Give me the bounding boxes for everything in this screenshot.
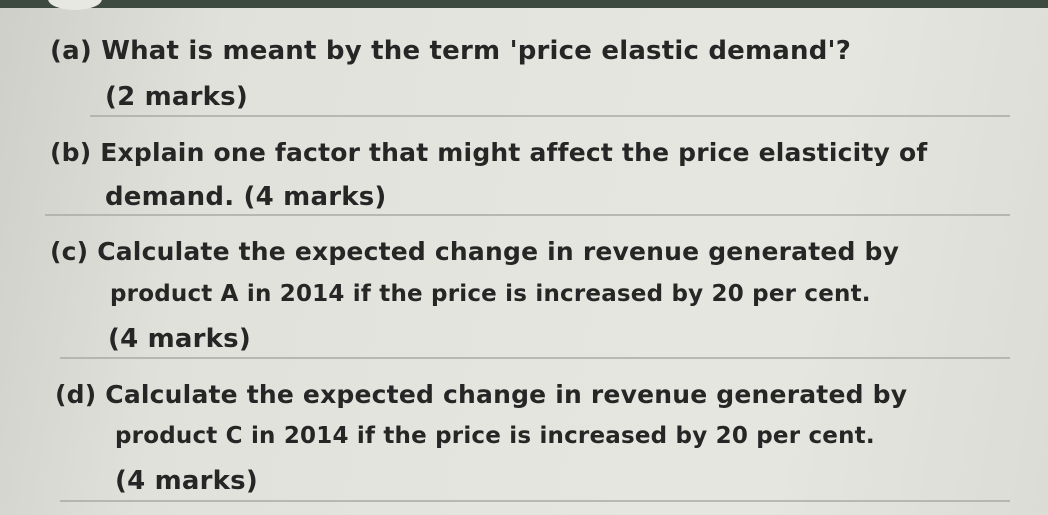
question-c-label: (c) (50, 237, 89, 266)
question-c-line-1 (50, 237, 899, 266)
question-a-line-1 (50, 36, 851, 66)
ruled-line (60, 357, 1010, 359)
question-d-line-2 (115, 423, 875, 449)
question-c-text-2: product A in 2014 if the price is increased by 20 per cent. (110, 281, 871, 307)
question-a-text-1: What is meant by the term 'price elastic demand'? (101, 36, 851, 66)
top-edge-mark (48, 0, 102, 10)
question-c-text-1: Calculate the expected change in revenue generated by (97, 237, 900, 266)
question-b-line-1 (50, 138, 927, 167)
question-d-line-1 (55, 380, 907, 409)
ruled-line (90, 115, 1010, 117)
question-d-marks: (4 marks) (115, 466, 258, 496)
question-b-text-1: Explain one factor that might affect the price elasticity of (100, 138, 928, 167)
top-edge-band (0, 0, 1048, 8)
ruled-line (45, 214, 1010, 216)
question-d-text-2: product C in 2014 if the price is increased by 20 per cent. (115, 423, 875, 449)
question-a-label: (a) (50, 36, 92, 66)
ruled-line (60, 500, 1010, 502)
question-d-label: (d) (55, 380, 97, 409)
question-c-marks: (4 marks) (108, 324, 251, 354)
question-d-text-1: Calculate the expected change in revenue generated by (105, 380, 908, 409)
question-a-marks: (2 marks) (105, 82, 248, 112)
question-d-line-3 (115, 466, 258, 496)
question-c-line-2 (110, 281, 871, 307)
question-b-line-2 (105, 182, 386, 212)
question-b-label: (b) (50, 138, 92, 167)
question-a-line-2 (105, 82, 248, 112)
question-c-line-3 (108, 324, 251, 354)
question-b-text-2: demand. (4 marks) (105, 182, 387, 212)
